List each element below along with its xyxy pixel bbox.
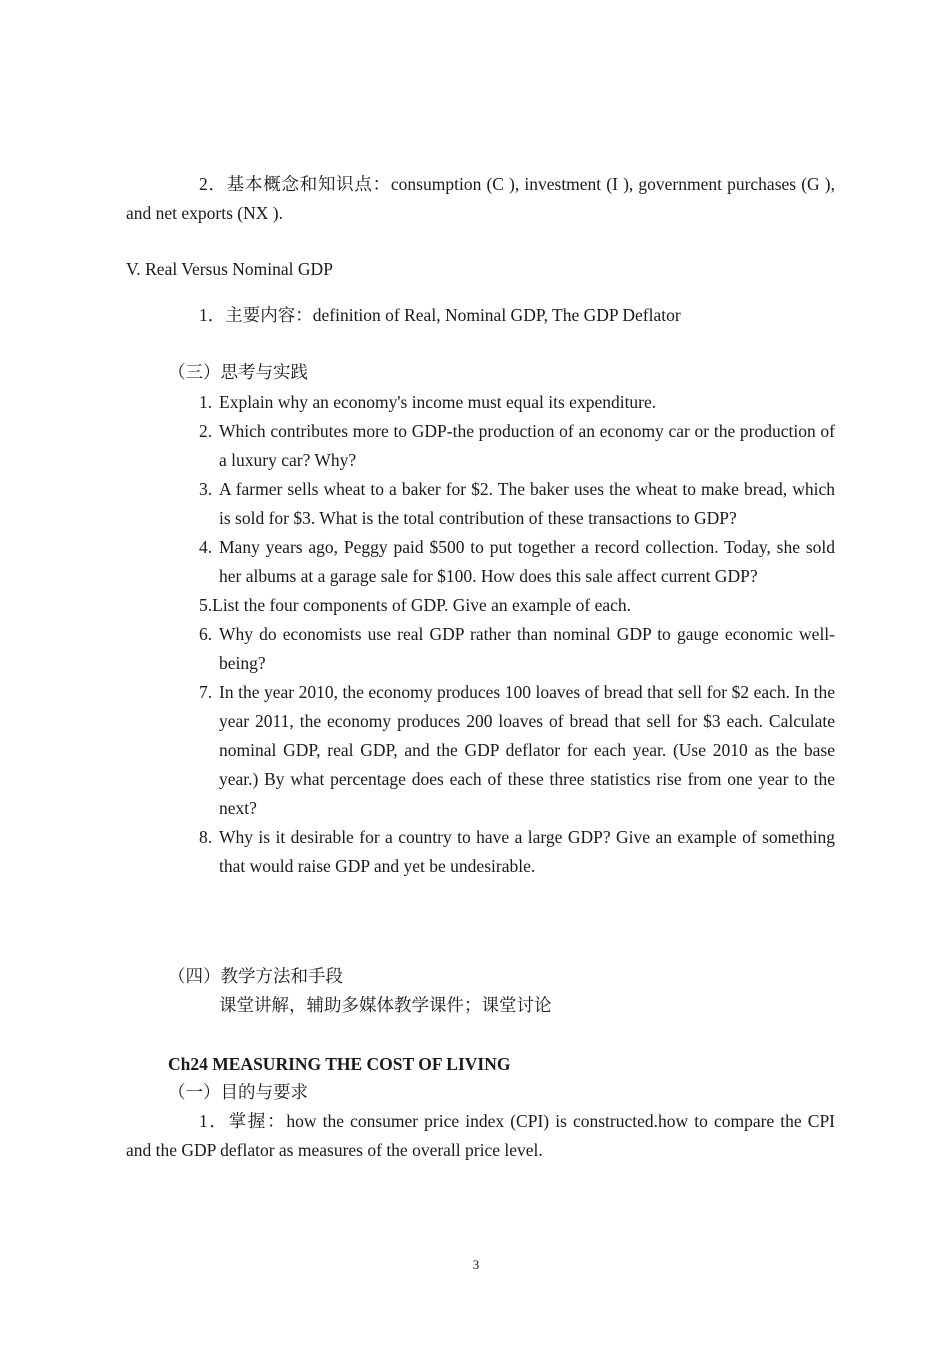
question-text: Why do economists use real GDP rather than nominal GDP to gauge economic well-being? <box>219 624 835 673</box>
question-text: Why is it desirable for a country to have a large GDP? Give an example of something that would raise GDP and yet be undesirable. <box>219 827 835 876</box>
question-item <box>199 823 835 881</box>
question-number: 7. <box>199 682 213 702</box>
methods-text: 课堂讲解，辅助多媒体教学课件；课堂讨论 <box>219 995 552 1015</box>
question-text: Many years ago, Peggy paid $500 to put together a record collection. Today, she sold her albums at a garage sale for $100. How does this sale affect current GDP? <box>219 537 835 586</box>
question-number: 8. <box>199 827 213 847</box>
section-v-item-1: 1．主要内容：definition of Real, Nominal GDP, The GDP Deflator <box>199 305 681 325</box>
question-item <box>199 388 835 417</box>
question-number: 4. <box>199 537 213 557</box>
question-number: 5. <box>199 595 213 615</box>
question-number: 3. <box>199 479 213 499</box>
question-number: 1. <box>199 392 213 412</box>
question-number: 6. <box>199 624 213 644</box>
question-item <box>199 591 835 620</box>
question-item <box>199 475 835 533</box>
question-text: Which contributes more to GDP-the production of an economy car or the production of a luxury car? Why? <box>219 421 835 470</box>
question-text: Explain why an economy's income must equal its expenditure. <box>219 392 657 412</box>
question-number: 2. <box>199 421 213 441</box>
methods-heading: （四）教学方法和手段 <box>168 966 343 986</box>
objectives-item-1: 1．掌握：how the consumer price index (CPI) is constructed.how to compare the CPI and the GDP deflator as measures of the overall price level. <box>126 1111 835 1160</box>
practice-question-list <box>199 388 835 881</box>
objectives-heading: （一）目的与要求 <box>168 1082 308 1102</box>
question-text: A farmer sells wheat to a baker for $2. The baker uses the wheat to make bread, which is sold for $3. What is the total contribution of these transactions to GDP? <box>219 479 835 528</box>
question-item <box>199 620 835 678</box>
practice-heading: （三）思考与实践 <box>168 362 308 382</box>
section-v-heading: V. Real Versus Nominal GDP <box>126 259 333 279</box>
concepts-paragraph: 2．基本概念和知识点：consumption (C ), investment (I ), government purchases (G ), and net exports (NX ). <box>126 174 835 223</box>
question-text: In the year 2010, the economy produces 100 loaves of bread that sell for $2 each. In the year 2011, the economy produces 200 loaves of bread that sell for $3 each. Calculate nominal GDP, real GDP, and the GDP deflator for each year. (Use 2010 as the base year.) By what percentage does each of these three statistics rise from one year to the next? <box>219 682 835 818</box>
question-item <box>199 417 835 475</box>
page-number: 3 <box>472 1257 480 1272</box>
question-text: List the four components of GDP. Give an example of each. <box>212 595 632 615</box>
question-item <box>199 678 835 823</box>
chapter-24-title: Ch24 MEASURING THE COST OF LIVING <box>168 1054 511 1074</box>
question-item <box>199 533 835 591</box>
